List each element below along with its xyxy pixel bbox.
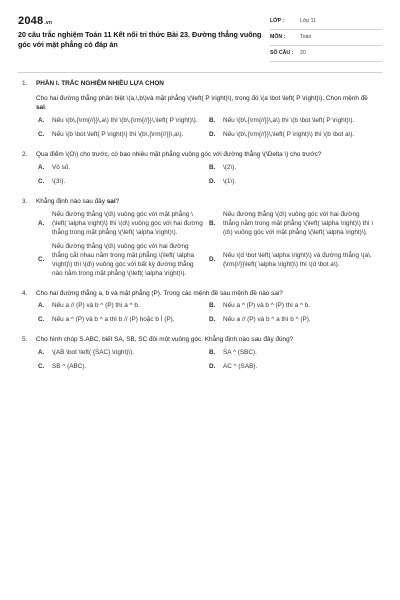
question-text-part: ? [115,197,120,205]
question-3 [22,198,380,284]
option-d[interactable] [209,131,380,140]
option-label: D. [209,256,216,264]
question-text-emphasis: sai [36,103,45,111]
option-b[interactable] [209,302,380,311]
option-text: \(1\). [223,177,237,185]
option-text: Nếu đường thẳng \(d\) vuông góc với mặt phẳng \(\left( \alpha \right)\) thì \(d\) vuông góc với hai đường thẳng trong mặt phẳng \(\left( \alpha \right)\). [52,210,203,236]
meta-value: 20 [300,49,306,56]
question-number [22,95,36,145]
option-text: Nếu a ^ (P) và b ^ (P) thì a ^ b. [223,302,311,310]
option-c[interactable] [38,363,209,372]
question-text-part: . [44,103,47,111]
option-a[interactable] [38,164,209,173]
section-number: 1. [22,80,28,87]
option-d[interactable] [209,178,380,187]
site-logo[interactable] [18,14,52,29]
option-text: SB ^ (ABC). [52,363,87,371]
question-text [36,95,380,113]
option-label: A. [38,163,45,171]
option-c[interactable] [38,316,209,325]
meta-value: Toán [300,33,312,40]
option-text: Nếu đường thẳng \(d\) vuông góc với hai đường thẳng cắt nhau nằm trong mặt phẳng \(\left( \alpha \right)\) thì \(d\) vuông góc với bất kỳ đường thẳng nào nằm trong mặt phẳng \(\left( \alpha \right)\). [52,242,195,277]
document-header [18,14,382,66]
option-label: C. [38,316,45,324]
option-grid [36,211,380,284]
question-text-part: Cho hai đường thẳng phân biệt \(a,\,b\)và mặt phẳng \(\left( P \right)\), trong đó \(a \bot \left( P \right)\). Chọn mệnh đề [36,94,368,102]
meta-table [270,14,382,62]
option-a[interactable] [38,211,209,238]
option-text: Nếu \(b \bot \left( P \right)\) thì \(b\,{\rm{//}}\,a\). [52,130,184,138]
option-label: A. [38,116,45,124]
option-b[interactable] [209,349,380,358]
option-text: \(2\). [223,163,237,171]
option-label: A. [38,219,45,227]
option-grid [36,349,380,377]
option-grid [36,117,380,145]
option-text: \(AB \bot \left( {SAC} \right)\). [52,349,135,357]
section-heading [22,80,380,89]
option-label: A. [38,302,45,310]
logo-suffix: .vn [44,20,53,26]
option-label: C. [38,256,45,264]
option-label: B. [209,116,216,124]
question-4 [22,290,380,331]
meta-row-class [270,14,382,30]
question-text-emphasis: sai [106,197,116,205]
option-a[interactable] [38,349,209,358]
option-label: D. [209,177,216,185]
option-text: Nếu a // (P) và b ^ (P) thì a ^ b. [52,302,140,310]
option-text: Nếu \(b\,{\rm{//}}\,a\) thì \(b\,{\rm{//}}\,\left( P \right)\). [52,116,198,124]
question-text: Cho hai đường thẳng a, b và mặt phẳng (P). Trong các mệnh đề sau mệnh đề nào sai? [36,289,283,297]
meta-key: LỚP : [270,17,285,24]
option-text: \(3\). [52,177,66,185]
question-text: Cho hình chóp S.ABC, biết SA, SB, SC đôi một vuông góc. Khẳng định nào sau đây đúng? [36,336,294,344]
option-grid [36,302,380,330]
question-number: 5. [22,336,28,344]
logo-main: 2048 [18,15,44,27]
meta-key: SỐ CÂU : [270,49,294,56]
option-c[interactable] [38,178,209,187]
question-number: 3. [22,197,28,205]
option-text: Nếu \(d \bot \left( \alpha \right)\) và đường thẳng \(a\,{\rm{//}}\left( \alpha \right)\) thì \(d \bot a\). [223,251,372,268]
option-label: B. [209,163,216,171]
option-a[interactable] [38,302,209,311]
question-number: 2. [22,150,28,158]
option-d[interactable] [209,316,380,325]
option-label: B. [209,349,216,357]
option-text: Nếu \(b\,{\rm{//}}\,\left( P \right)\) thì \(b \bot a\). [223,130,355,138]
option-label: D. [209,363,216,371]
option-text: SA ^ (SBC). [223,349,257,357]
option-text: Vô số. [52,163,71,171]
option-d[interactable] [209,363,380,372]
option-text: Nếu \(b\,{\rm{//}}\,a\) thì \(b \bot \left( P \right)\). [223,116,355,124]
option-label: C. [38,177,45,185]
option-label: A. [38,349,45,357]
option-text: Nếu a ^ (P) và b ^ a thì b // (P) hoặc b Ì (P). [52,316,175,324]
question-2 [22,151,380,192]
option-label: B. [209,302,216,310]
option-label: D. [209,316,216,324]
option-a[interactable] [38,117,209,126]
question-list [22,80,380,383]
meta-row-count [270,46,382,62]
question-1 [22,95,380,145]
document-title: 20 câu trắc nghiệm Toán 11 Kết nối tri thức Bài 23. Đường thẳng vuông góc với mặt phẳng có đáp án [18,30,262,49]
option-label: B. [209,219,216,227]
option-label: C. [38,130,45,138]
header-divider [18,72,382,73]
question-text: Qua điểm \(O\) cho trước, có bao nhiêu mặt phẳng vuông góc với đường thẳng \(\Delta \) cho trước? [36,150,322,158]
question-5 [22,336,380,377]
meta-key: MÔN : [270,33,286,40]
meta-row-subject [270,30,382,46]
question-text [36,198,380,207]
option-text: AC ^ (SAB). [223,363,258,371]
option-c[interactable] [38,131,209,140]
section-title: PHẦN I. TRẮC NGHIỆM NHIỀU LỰA CHỌN [36,80,164,87]
question-text-part: Khẳng định nào sau đây [36,197,107,205]
option-d[interactable] [209,243,380,279]
option-b[interactable] [209,211,380,238]
option-c[interactable] [38,243,209,279]
option-label: C. [38,363,45,371]
option-label: D. [209,130,216,138]
option-grid [36,164,380,192]
option-b[interactable] [209,164,380,173]
question-number: 4. [22,289,28,297]
option-text: Nếu a // (P) và b ^ a thì b ^ (P). [223,316,311,324]
option-text: Nếu đường thẳng \(d\) vuông góc với hai đường thẳng nằm trong mặt phẳng \(\left( \alpha \right)\) thì \(d\) vuông góc với mặt phẳng \(\left( \alpha \right)\). [223,210,374,236]
option-b[interactable] [209,117,380,126]
meta-value: Lớp 11 [300,17,316,24]
